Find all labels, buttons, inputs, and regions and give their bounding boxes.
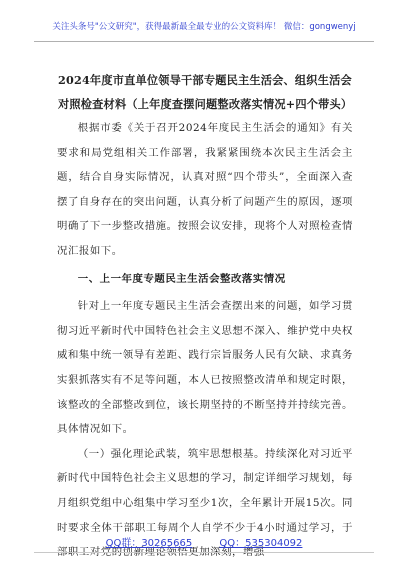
intro-paragraph: 根据市委《关于召开2024年度民主生活会的通知》有关要求和局党组相关工作部署，我紧紧围绕本次民主生活会主题，结合自身实际情况，认真对照“四个带头”，全面深入查摆了自身存在的突出问题，认真分析了问题产生的原因，逐项明确了下一步整改措施。按照会议安排，现将个人对照检查情况汇报如下。 bbox=[57, 122, 353, 257]
footer-qq[interactable]: QQ：535304092 bbox=[219, 538, 303, 549]
footer-contacts bbox=[0, 534, 408, 549]
document-title: 2024年度市直单位领导干部专题民主生活会、组织生活会对照检查材料（上年度查摆问题整改落实情况+四个带头） bbox=[58, 73, 353, 111]
section-heading-1: 一、上一年度专题民主生活会整改落实情况 bbox=[77, 272, 286, 285]
document-body bbox=[57, 116, 353, 565]
header-banner: 关注头条号"公文研究"，获得最新最全最专业的公文资料库！ 微信：gongwenyj bbox=[52, 22, 356, 32]
footer-qq-group[interactable]: QQ群：30265665 bbox=[105, 538, 193, 549]
section-1-paragraph: 针对上一年度专题民主生活会查摆出来的问题，如学习贯彻习近平新时代中国特色社会主义思想不深入、维护党中央权威和集中统一领导有差距、践行宗旨服务人民有欠缺、求真务实狠抓落实有不足等问题，本人已按照整改清单和规定时限，该整改的全部整改到位，该长期坚持的不断坚持并持续完善。具体情况如下。 bbox=[57, 300, 353, 436]
header-divider bbox=[34, 41, 374, 42]
footer-divider bbox=[34, 552, 374, 553]
subsection-1-paragraph: （一）强化理论武装，筑牢思想根基。持续深化对习近平新时代中国特色社会主义思想的学习，制定详细学习规划，每月组织党组中心组集中学习至少1次，全年累计开展15次。同时要求全体干部职工每周个人自学不少于4小时通过学习，于部职工对党的创新理论领悟更加深刻，增强 bbox=[57, 447, 353, 559]
